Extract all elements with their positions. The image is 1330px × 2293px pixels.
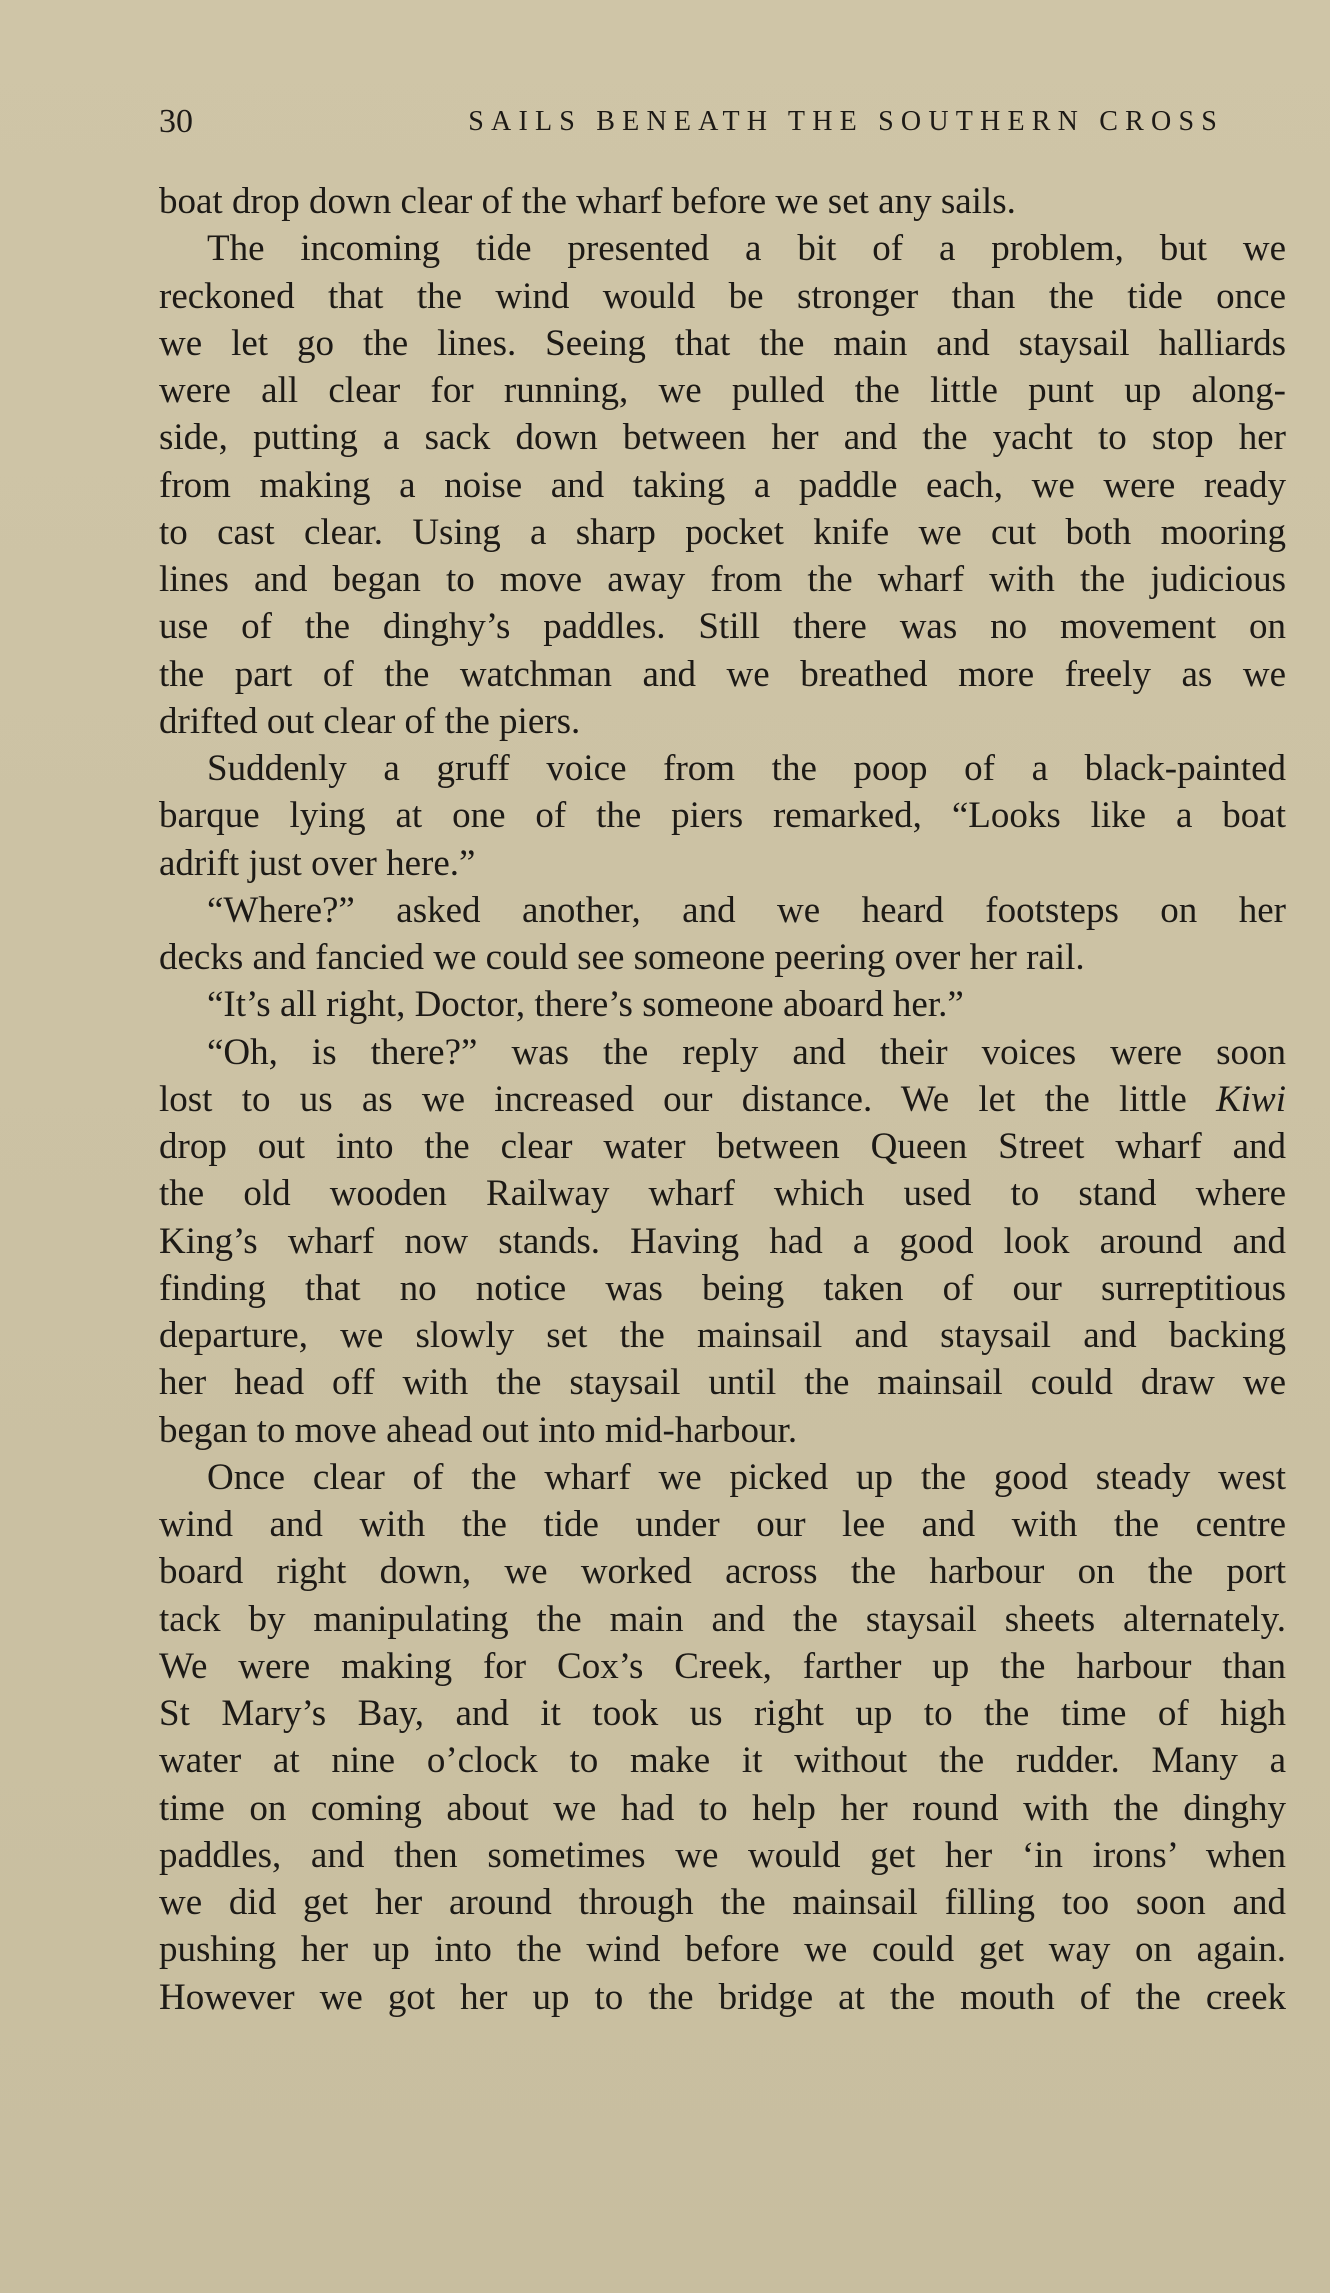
- text-line: [159, 1974, 1286, 2021]
- text-line: [159, 320, 1286, 367]
- italic-word: Kiwi: [1216, 1078, 1286, 1120]
- text-line-content: barque lying at one of the piers remarked, “Looks like a boat: [159, 795, 1286, 837]
- text-line: [159, 273, 1286, 320]
- text-line: [159, 556, 1286, 603]
- text-line: [159, 414, 1286, 461]
- running-title: SAILS BENEATH THE SOUTHERN CROSS: [468, 106, 1224, 137]
- text-line: [159, 603, 1286, 650]
- text-line-content: decks and fancied we could see someone peering over her rail.: [159, 937, 1085, 978]
- text-line-content: adrift just over here.”: [159, 842, 476, 884]
- text-line-content: drop out into the clear water between Queen Street wharf and: [159, 1126, 1286, 1167]
- text-line-content: time on coming about we had to help her round with the dinghy: [159, 1787, 1286, 1829]
- text-line-content: water at nine o’clock to make it without the rudder. Many a: [159, 1740, 1286, 1782]
- text-line: [159, 1501, 1286, 1548]
- text-line: [159, 1170, 1286, 1217]
- text-line-content: board right down, we worked across the harbour on the port: [159, 1551, 1286, 1593]
- text-line-content: “Where?” asked another, and we heard footsteps on her: [207, 889, 1286, 931]
- page-number: 30: [159, 103, 193, 140]
- text-line: [159, 367, 1286, 414]
- text-line-content: Suddenly a gruff voice from the poop of a black-painted: [207, 748, 1286, 789]
- text-line-content: finding that no notice was being taken of our surreptitious: [159, 1267, 1286, 1309]
- text-line: [159, 1832, 1286, 1879]
- text-line-content: The incoming tide presented a bit of a problem, but we: [207, 228, 1286, 270]
- text-line-content: were all clear for running, we pulled the little punt up along-: [159, 370, 1286, 411]
- text-line: [159, 1029, 1286, 1076]
- text-line-content: the old wooden Railway wharf which used to stand where: [159, 1173, 1286, 1215]
- text-line: [159, 651, 1286, 698]
- text-line-content: lines and began to move away from the wharf with the judicious: [159, 559, 1286, 600]
- text-line: [159, 745, 1286, 792]
- text-line: [159, 1926, 1286, 1973]
- text-line-content: Once clear of the wharf we picked up the good steady west: [207, 1456, 1286, 1498]
- text-line-content: However we got her up to the bridge at the mouth of the creek: [159, 1976, 1286, 2018]
- text-line-content: drifted out clear of the piers.: [159, 700, 581, 742]
- text-line-content: pushing her up into the wind before we could get way on again.: [159, 1929, 1286, 1971]
- text-line: [159, 792, 1286, 839]
- text-line: [159, 1879, 1286, 1926]
- text-line-content: St Mary’s Bay, and it took us right up to the time of high: [159, 1693, 1286, 1734]
- text-line: [159, 887, 1286, 934]
- text-line: [159, 1454, 1286, 1501]
- text-line: [159, 840, 1286, 887]
- page-header: [159, 102, 1224, 142]
- text-line-content: we did get her around through the mainsail filling too soon and: [159, 1882, 1286, 1923]
- text-line: [159, 1312, 1286, 1359]
- text-line: [159, 1737, 1286, 1784]
- text-line: [159, 1548, 1286, 1595]
- text-line: [159, 1265, 1286, 1312]
- text-line: [159, 934, 1286, 981]
- text-line: [159, 981, 1286, 1028]
- text-line: [159, 1690, 1286, 1737]
- text-line: [159, 698, 1286, 745]
- text-line: [159, 1123, 1286, 1170]
- text-line: [159, 1076, 1286, 1123]
- text-line-content: King’s wharf now stands. Having had a good look around and: [159, 1220, 1286, 1262]
- text-line-content: “Oh, is there?” was the reply and their voices were soon: [207, 1031, 1286, 1073]
- text-line: [159, 225, 1286, 272]
- text-line: [159, 1785, 1286, 1832]
- text-line-content: paddles, and then sometimes we would get her ‘in irons’ when: [159, 1834, 1286, 1876]
- text-line: [159, 1359, 1286, 1406]
- text-line: [159, 1596, 1286, 1643]
- text-line-content: “It’s all right, Doctor, there’s someone aboard her.”: [207, 984, 964, 1026]
- text-line-content: lost to us as we increased our distance. We let the little: [159, 1078, 1217, 1120]
- text-line-content: to cast clear. Using a sharp pocket knife we cut both mooring: [159, 511, 1286, 553]
- text-line-content: use of the dinghy’s paddles. Still there was no movement on: [159, 606, 1286, 648]
- text-line-content: the part of the watchman and we breathed more freely as we: [159, 653, 1286, 695]
- text-line: [159, 462, 1286, 509]
- text-line-content: we let go the lines. Seeing that the main and staysail halliards: [159, 322, 1286, 364]
- text-line-content: wind and with the tide under our lee and with the centre: [159, 1504, 1286, 1545]
- text-line-content: from making a noise and taking a paddle each, we were ready: [159, 464, 1286, 506]
- text-line: [159, 509, 1286, 556]
- text-line: [159, 1218, 1286, 1265]
- body-text: [159, 178, 1286, 2021]
- text-line-content: side, putting a sack down between her and the yacht to stop her: [159, 417, 1286, 459]
- text-line-content: departure, we slowly set the mainsail and staysail and backing: [159, 1315, 1286, 1356]
- text-line-content: boat drop down clear of the wharf before we set any sails.: [159, 181, 1016, 222]
- text-line-content: reckoned that the wind would be stronger than the tide once: [159, 275, 1286, 317]
- text-line: [159, 178, 1286, 225]
- text-line: [159, 1407, 1286, 1454]
- text-line: [159, 1643, 1286, 1690]
- text-line-content: tack by manipulating the main and the staysail sheets alternately.: [159, 1598, 1286, 1640]
- text-line-content: We were making for Cox’s Creek, farther up the harbour than: [159, 1645, 1286, 1687]
- text-line-content: began to move ahead out into mid-harbour.: [159, 1409, 798, 1451]
- text-line-content: her head off with the staysail until the mainsail could draw we: [159, 1362, 1286, 1404]
